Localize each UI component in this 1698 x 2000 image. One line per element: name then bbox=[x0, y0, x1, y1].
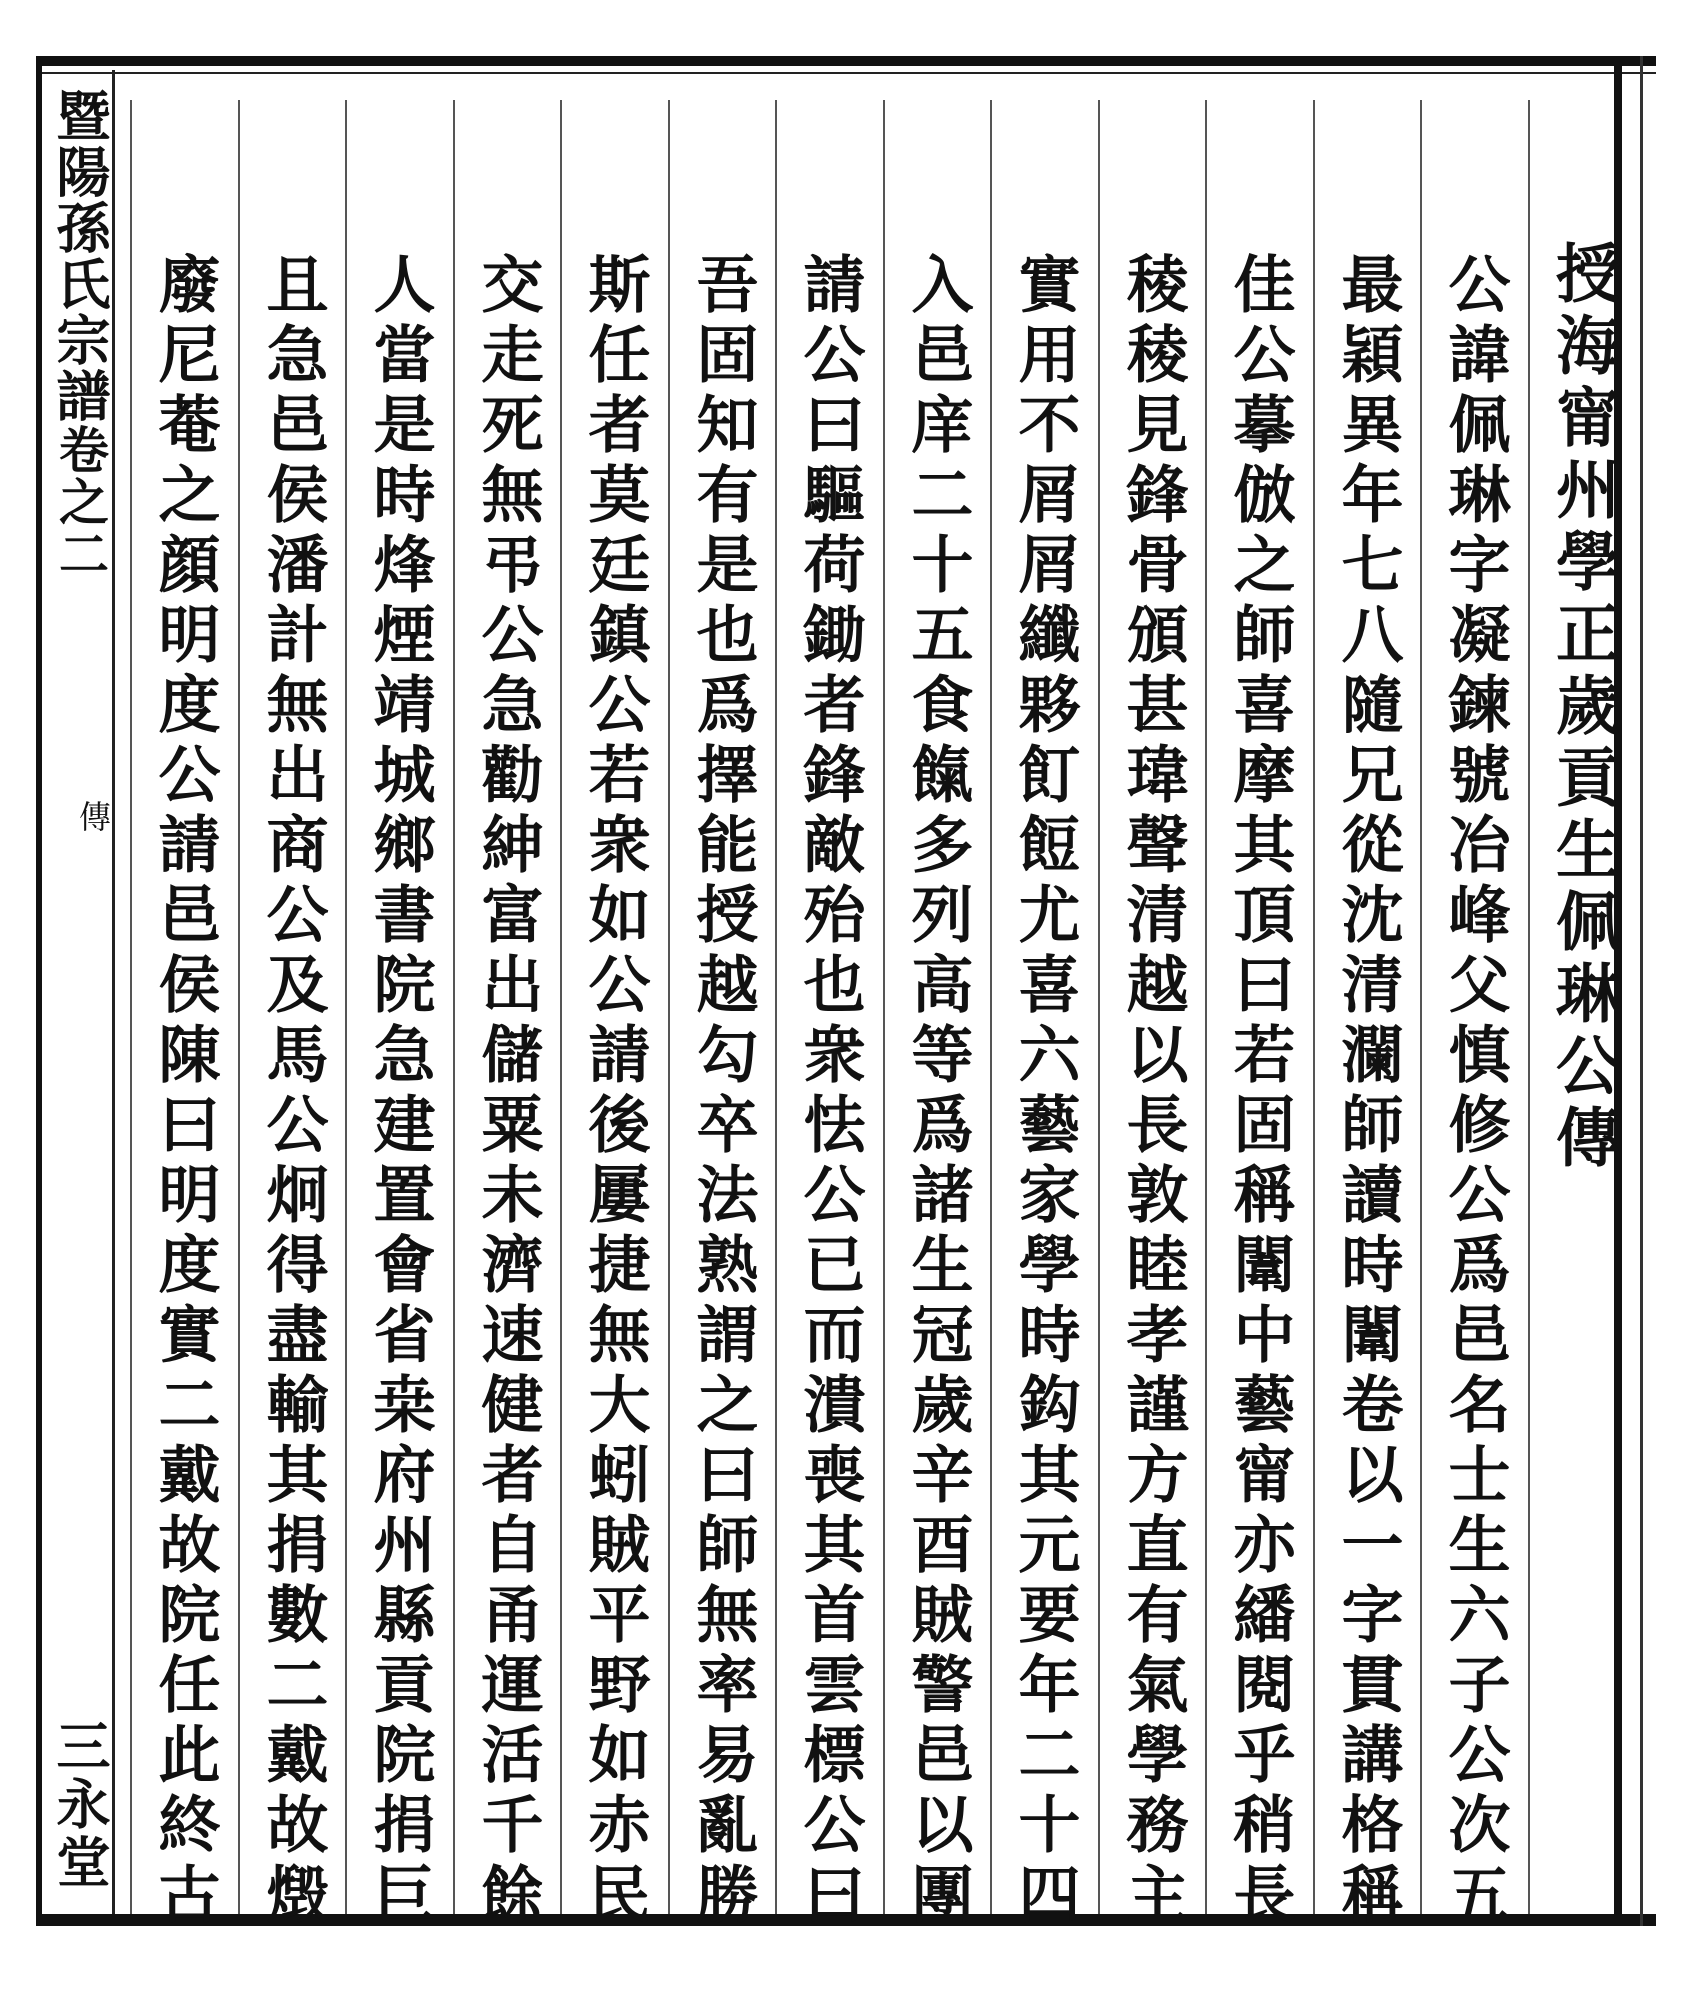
banxin-hall-name: 三永堂 bbox=[48, 1718, 112, 1892]
banxin-title-text: 暨陽孫氏宗譜 bbox=[48, 88, 112, 424]
text-column: 實用不屑屑纖夥飣餖尤喜六藝家學時鈎其元要年二十四 bbox=[1008, 252, 1081, 1932]
text-column: 請公曰驅荷鋤者鋒敵殆也衆怯公已而潰喪其首雲標公曰 bbox=[793, 252, 866, 1932]
text-column: 公諱佩琳字凝鍊號冶峰父慎修公爲邑名士生六子公次五 bbox=[1438, 252, 1511, 1932]
text-column: 最穎異年七八隨兄從沈清瀾師讀時闈卷以一字貫講格稱 bbox=[1331, 252, 1404, 1932]
banxin-book-title bbox=[48, 88, 112, 580]
article-title: 授海甯州學正歲貢生佩琳公傳 bbox=[1545, 240, 1620, 1176]
text-column: 且急邑侯潘計無出商公及馬公炯得盡輸其捐數二戴故燬 bbox=[256, 252, 329, 1932]
top-border bbox=[36, 56, 1656, 66]
text-column: 稜稜見鋒骨頒甚瑋聲清越以長敦睦孝謹方直有氣學務主 bbox=[1116, 252, 1189, 1932]
text-column: 吾固知有是也爲擇能授越勾卒法熟謂之曰師無率易亂勝 bbox=[686, 252, 759, 1932]
text-column: 人當是時烽煙靖城鄉書院急建置會省桒府州縣貢院捐巨 bbox=[363, 252, 436, 1932]
top-inner-border bbox=[36, 72, 1656, 74]
text-column: 廢尼菴之顔明度公請邑侯陳曰明度實二戴故院任此終古 bbox=[148, 252, 221, 1932]
banxin-rule bbox=[112, 70, 115, 1914]
text-column: 交走死無弔公急勸紳富出儲粟未濟速健者自甬運活千餘 bbox=[471, 252, 544, 1932]
banxin-volume-text: 卷之二 bbox=[51, 424, 110, 580]
banxin-section-label: 傳 bbox=[74, 800, 112, 832]
text-column: 入邑庠二十五食餼多列高等爲諸生冠歲辛酉賊警邑以團 bbox=[901, 252, 974, 1932]
text-column: 佳公摹倣之師喜摩其頂曰若固稱闈中藝甯亦繙閱乎稍長 bbox=[1223, 252, 1296, 1932]
banxin-margin bbox=[42, 78, 112, 1914]
right-outer-border bbox=[1640, 56, 1643, 1926]
text-column: 斯任者莫廷鎮公若衆如公請後屢捷無大蚓賊平野如赤民 bbox=[578, 252, 651, 1932]
